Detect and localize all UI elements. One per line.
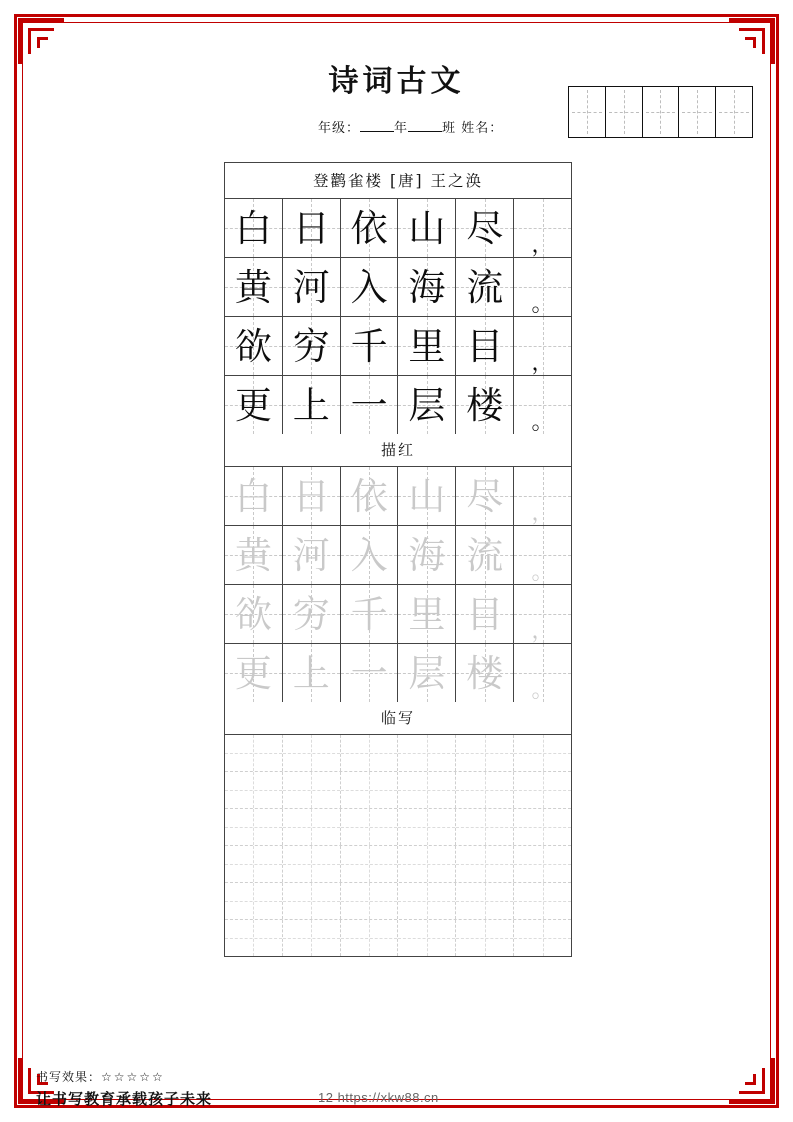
character-glyph: 河 (292, 265, 330, 309)
name-box[interactable] (606, 87, 643, 137)
trace-cell[interactable] (341, 526, 399, 584)
name-box[interactable] (716, 87, 752, 137)
character-cell[interactable] (398, 317, 456, 375)
grade-unit: 年 (394, 121, 409, 136)
character-cell[interactable] (283, 199, 341, 257)
trace-cell[interactable] (456, 467, 514, 525)
trace-cell[interactable] (456, 585, 514, 643)
copy-section-band: 临写 (225, 702, 571, 735)
corner-ornament-bottom-right (729, 1058, 775, 1104)
character-cell[interactable] (341, 317, 399, 375)
character-glyph: 海 (408, 265, 446, 309)
character-cell[interactable] (398, 258, 456, 316)
trace-glyph: 楼 (466, 651, 504, 695)
blank-practice-row (225, 772, 571, 809)
character-cell[interactable] (283, 258, 341, 316)
trace-punctuation-cell[interactable] (514, 585, 571, 643)
trace-glyph: 穷 (292, 592, 330, 636)
rating-stars[interactable]: ☆☆☆☆☆ (101, 1070, 165, 1084)
blank-cell[interactable] (514, 846, 571, 882)
blank-practice-row (225, 920, 571, 956)
trace-glyph: 更 (234, 651, 272, 695)
trace-cell[interactable] (283, 644, 341, 702)
blank-cell[interactable] (225, 883, 283, 919)
blank-cell[interactable] (225, 809, 283, 845)
blank-cell[interactable] (398, 920, 456, 956)
blank-cell[interactable] (514, 735, 571, 771)
character-glyph: 上 (292, 383, 330, 427)
character-cell[interactable] (456, 317, 514, 375)
blank-cell[interactable] (283, 735, 341, 771)
character-glyph: 层 (408, 383, 446, 427)
grade-blank[interactable] (360, 131, 394, 132)
name-boxes-grid[interactable] (568, 86, 753, 138)
blank-cell[interactable] (398, 772, 456, 808)
trace-glyph: 一 (350, 651, 388, 695)
blank-practice-row (225, 883, 571, 920)
character-glyph: 千 (350, 324, 388, 368)
punctuation-glyph: 。 (531, 292, 554, 316)
punctuation-glyph: 。 (531, 410, 554, 434)
character-glyph: 欲 (234, 324, 272, 368)
blank-cell[interactable] (514, 809, 571, 845)
trace-punctuation-glyph: ， (531, 619, 554, 643)
trace-glyph: 千 (350, 592, 388, 636)
character-cell[interactable] (225, 199, 283, 257)
trace-cell[interactable] (398, 467, 456, 525)
character-glyph: 更 (234, 383, 272, 427)
blank-practice-row (225, 735, 571, 772)
trace-cell[interactable] (283, 585, 341, 643)
blank-cell[interactable] (225, 735, 283, 771)
trace-glyph: 山 (408, 474, 446, 518)
character-row (225, 258, 571, 317)
trace-cell[interactable] (225, 467, 283, 525)
trace-cell[interactable] (398, 644, 456, 702)
punctuation-cell[interactable] (514, 199, 571, 257)
trace-glyph: 里 (408, 592, 446, 636)
character-cell[interactable] (398, 376, 456, 434)
character-glyph: 流 (466, 265, 504, 309)
blank-cell[interactable] (398, 846, 456, 882)
trace-cell[interactable] (283, 467, 341, 525)
blank-cell[interactable] (341, 809, 399, 845)
character-glyph: 依 (350, 206, 388, 250)
character-glyph: 穷 (292, 324, 330, 368)
blank-cell[interactable] (341, 920, 399, 956)
trace-cell[interactable] (341, 467, 399, 525)
trace-cell[interactable] (456, 526, 514, 584)
character-glyph: 里 (408, 324, 446, 368)
trace-row (225, 467, 571, 526)
blank-cell[interactable] (398, 809, 456, 845)
student-info-row (318, 117, 503, 136)
trace-punctuation-cell[interactable] (514, 467, 571, 525)
blank-cell[interactable] (283, 920, 341, 956)
poem-header: 登鹳雀楼 [唐] 王之涣 (225, 163, 571, 199)
trace-punctuation-cell[interactable] (514, 644, 571, 702)
punctuation-cell[interactable] (514, 376, 571, 434)
trace-cell[interactable] (398, 526, 456, 584)
blank-cell[interactable] (398, 735, 456, 771)
grade-label: 年级： (318, 121, 361, 136)
blank-cell[interactable] (398, 883, 456, 919)
rating-label: 书写效果： (36, 1070, 102, 1084)
page-title: 诗词古文 (328, 64, 465, 99)
blank-cell[interactable] (514, 920, 571, 956)
character-cell[interactable] (225, 317, 283, 375)
trace-row (225, 644, 571, 702)
trace-cell[interactable] (341, 644, 399, 702)
blank-cell[interactable] (514, 772, 571, 808)
blank-cell[interactable] (456, 846, 514, 882)
character-glyph: 尽 (466, 206, 504, 250)
character-row (225, 199, 571, 258)
character-glyph: 楼 (466, 383, 504, 427)
trace-glyph: 上 (292, 651, 330, 695)
blank-cell[interactable] (283, 809, 341, 845)
blank-cell[interactable] (341, 735, 399, 771)
blank-cell[interactable] (283, 846, 341, 882)
character-cell[interactable] (225, 258, 283, 316)
blank-cell[interactable] (283, 772, 341, 808)
blank-cell[interactable] (225, 846, 283, 882)
trace-punctuation-cell[interactable] (514, 526, 571, 584)
trace-punctuation-glyph: 。 (531, 678, 554, 702)
blank-cell[interactable] (341, 846, 399, 882)
trace-glyph: 海 (408, 533, 446, 577)
blank-cell[interactable] (456, 735, 514, 771)
model-character-section (225, 199, 571, 434)
trace-glyph: 入 (350, 533, 388, 577)
trace-cell[interactable] (398, 585, 456, 643)
trace-glyph: 黄 (234, 533, 272, 577)
blank-cell[interactable] (456, 809, 514, 845)
character-row (225, 376, 571, 434)
character-cell[interactable] (341, 376, 399, 434)
trace-glyph: 目 (466, 592, 504, 636)
character-glyph: 一 (350, 383, 388, 427)
trace-glyph: 日 (292, 474, 330, 518)
trace-cell[interactable] (341, 585, 399, 643)
punctuation-glyph: ， (531, 233, 554, 257)
blank-cell[interactable] (283, 883, 341, 919)
trace-glyph: 河 (292, 533, 330, 577)
character-cell[interactable] (283, 376, 341, 434)
trace-row (225, 585, 571, 644)
class-blank[interactable] (408, 131, 442, 132)
practice-sheet (224, 162, 572, 957)
blank-cell[interactable] (225, 920, 283, 956)
character-glyph: 目 (466, 324, 504, 368)
trace-cell[interactable] (283, 526, 341, 584)
name-box[interactable] (643, 87, 680, 137)
trace-cell[interactable] (225, 526, 283, 584)
blank-cell[interactable] (456, 772, 514, 808)
character-cell[interactable] (456, 376, 514, 434)
blank-practice-row (225, 846, 571, 883)
trace-glyph: 流 (466, 533, 504, 577)
trace-glyph: 层 (408, 651, 446, 695)
trace-punctuation-glyph: ， (531, 501, 554, 525)
blank-cell[interactable] (341, 772, 399, 808)
trace-glyph: 欲 (234, 592, 272, 636)
trace-section-band: 描红 (225, 434, 571, 467)
character-glyph: 入 (350, 265, 388, 309)
punctuation-cell[interactable] (514, 258, 571, 316)
character-cell[interactable] (341, 199, 399, 257)
name-box[interactable] (569, 87, 606, 137)
trace-character-section (225, 467, 571, 702)
character-glyph: 黄 (234, 265, 272, 309)
handwriting-rating (36, 1068, 165, 1085)
trace-cell[interactable] (225, 644, 283, 702)
copy-practice-section (225, 735, 571, 956)
character-cell[interactable] (225, 376, 283, 434)
character-cell[interactable] (341, 258, 399, 316)
blank-cell[interactable] (225, 772, 283, 808)
name-label: 姓名： (461, 121, 504, 136)
trace-punctuation-glyph: 。 (531, 560, 554, 584)
character-cell[interactable] (456, 258, 514, 316)
trace-glyph: 尽 (466, 474, 504, 518)
blank-cell[interactable] (341, 883, 399, 919)
punctuation-glyph: ， (531, 351, 554, 375)
trace-glyph: 依 (350, 474, 388, 518)
name-box[interactable] (679, 87, 716, 137)
blank-cell[interactable] (514, 883, 571, 919)
character-cell[interactable] (398, 199, 456, 257)
punctuation-cell[interactable] (514, 317, 571, 375)
footer-slogan: 让书写教育承载孩子未来 (36, 1090, 213, 1108)
trace-row (225, 526, 571, 585)
footer-url: 12 https://xkw88.cn (318, 1090, 439, 1105)
character-row (225, 317, 571, 376)
trace-cell[interactable] (225, 585, 283, 643)
character-cell[interactable] (283, 317, 341, 375)
character-cell[interactable] (456, 199, 514, 257)
blank-cell[interactable] (456, 883, 514, 919)
character-glyph: 白 (234, 206, 272, 250)
class-unit: 班 (442, 121, 457, 136)
character-glyph: 山 (408, 206, 446, 250)
blank-practice-row (225, 809, 571, 846)
trace-cell[interactable] (456, 644, 514, 702)
trace-glyph: 白 (234, 474, 272, 518)
character-glyph: 日 (292, 206, 330, 250)
blank-cell[interactable] (456, 920, 514, 956)
